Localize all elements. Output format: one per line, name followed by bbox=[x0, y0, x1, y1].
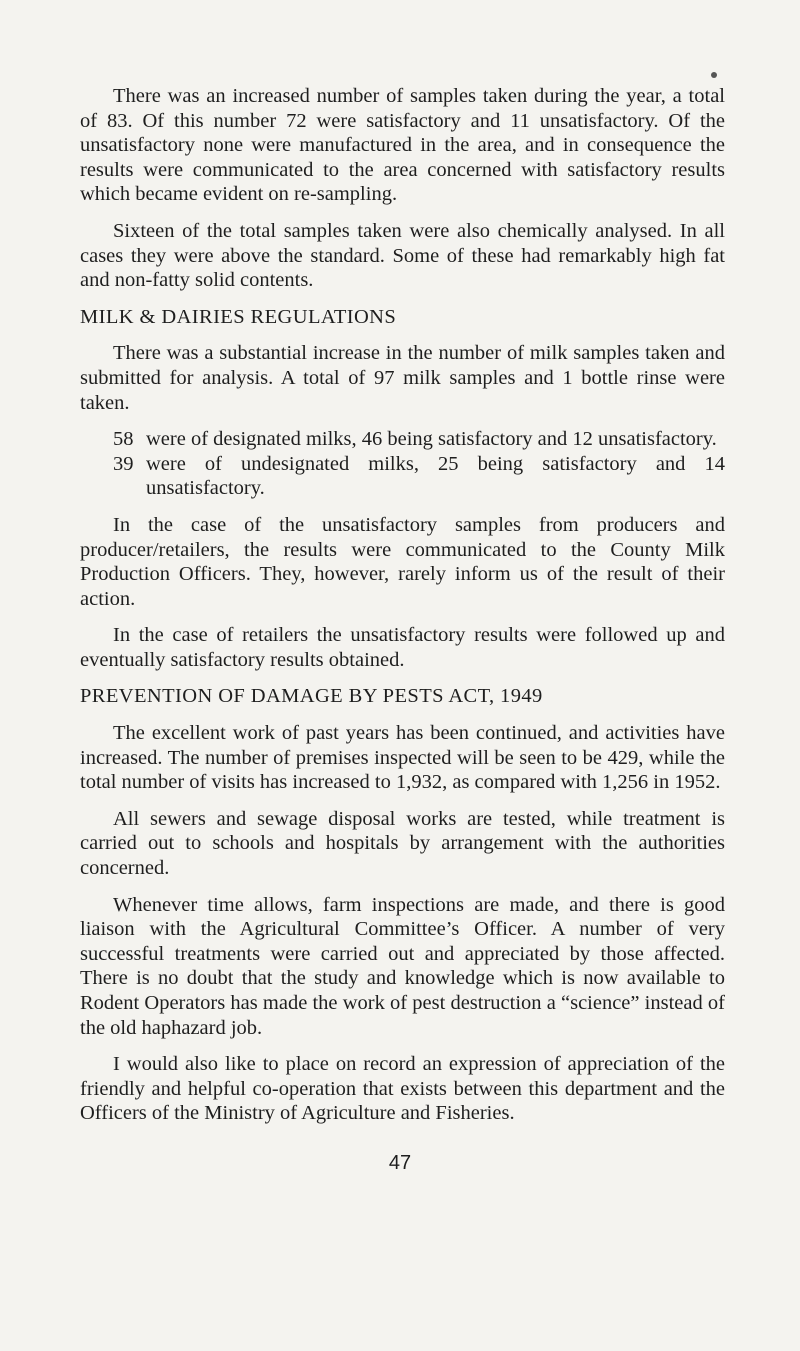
list-item-number: 39 bbox=[113, 452, 134, 475]
list-item-number: 58 bbox=[113, 428, 134, 451]
list-item-text: were of designated milks, 46 being satisfactory and 12 unsatisfactory. bbox=[146, 428, 717, 451]
paragraph-farm-inspections: Whenever time allows, farm inspections are made, and there is good liaison with the Agricultural Committee’s Officer. A number of very successful treatments were carried out and appreciated by those affected. There is no doubt that the study and knowledge which is now available to Rodent Operators has made the work of pest destruction a “science” instead of the old haphazard job. bbox=[80, 893, 725, 1039]
page-number: 47 bbox=[388, 1152, 412, 1174]
document-body bbox=[80, 84, 725, 1138]
paragraph-milk-intro: There was a substantial increase in the number of milk samples taken and submitted for analysis. A total of 97 milk samples and 1 bottle rinse were taken. bbox=[80, 342, 725, 414]
paragraph-chemical-analysis: Sixteen of the total samples taken were also chemically analysed. In all cases they were above the standard. Some of these had remarkably high fat and non-fatty solid contents. bbox=[80, 219, 725, 292]
milk-sample-list bbox=[80, 427, 725, 501]
list-item bbox=[80, 452, 725, 501]
section-heading-milk-dairies: MILK & DAIRIES REGULATIONS bbox=[80, 305, 397, 328]
paragraph-retailers: In the case of retailers the unsatisfactory results were followed up and eventually satisfactory results obtained. bbox=[80, 624, 725, 671]
print-mark bbox=[711, 72, 717, 78]
list-item-text: were of undesignated milks, 25 being satisfactory and 14 unsatisfactory. bbox=[146, 452, 725, 500]
list-item bbox=[80, 427, 725, 452]
section-heading-pests-act: PREVENTION OF DAMAGE BY PESTS ACT, 1949 bbox=[80, 685, 543, 708]
paragraph-samples-total: There was an increased number of samples taken during the year, a total of 83. Of this number 72 were satisfactory and 11 unsatisfactory. Of the unsatisfactory none were manufactured in the area, and in consequence the results were communicated to the area concerned with satisfactory results which became evident on re-sampling. bbox=[80, 85, 725, 206]
paragraph-pests-work: The excellent work of past years has been continued, and activities have increased. The number of premises inspected will be seen to be 429, while the total number of visits has increased to 1,932, as compared with 1,256 in 1952. bbox=[80, 722, 725, 794]
paragraph-producers: In the case of the unsatisfactory samples from producers and producer/retailers, the results were communicated to the County Milk Production Officers. They, however, rarely inform us of the result of their action. bbox=[80, 513, 725, 610]
paragraph-sewers: All sewers and sewage disposal works are tested, while treatment is carried out to schools and hospitals by arrangement with the authorities concerned. bbox=[80, 807, 725, 880]
paragraph-appreciation: I would also like to place on record an expression of appreciation of the friendly and helpful co-operation that exists between this department and the Officers of the Ministry of Agriculture and Fisheries. bbox=[80, 1053, 725, 1125]
